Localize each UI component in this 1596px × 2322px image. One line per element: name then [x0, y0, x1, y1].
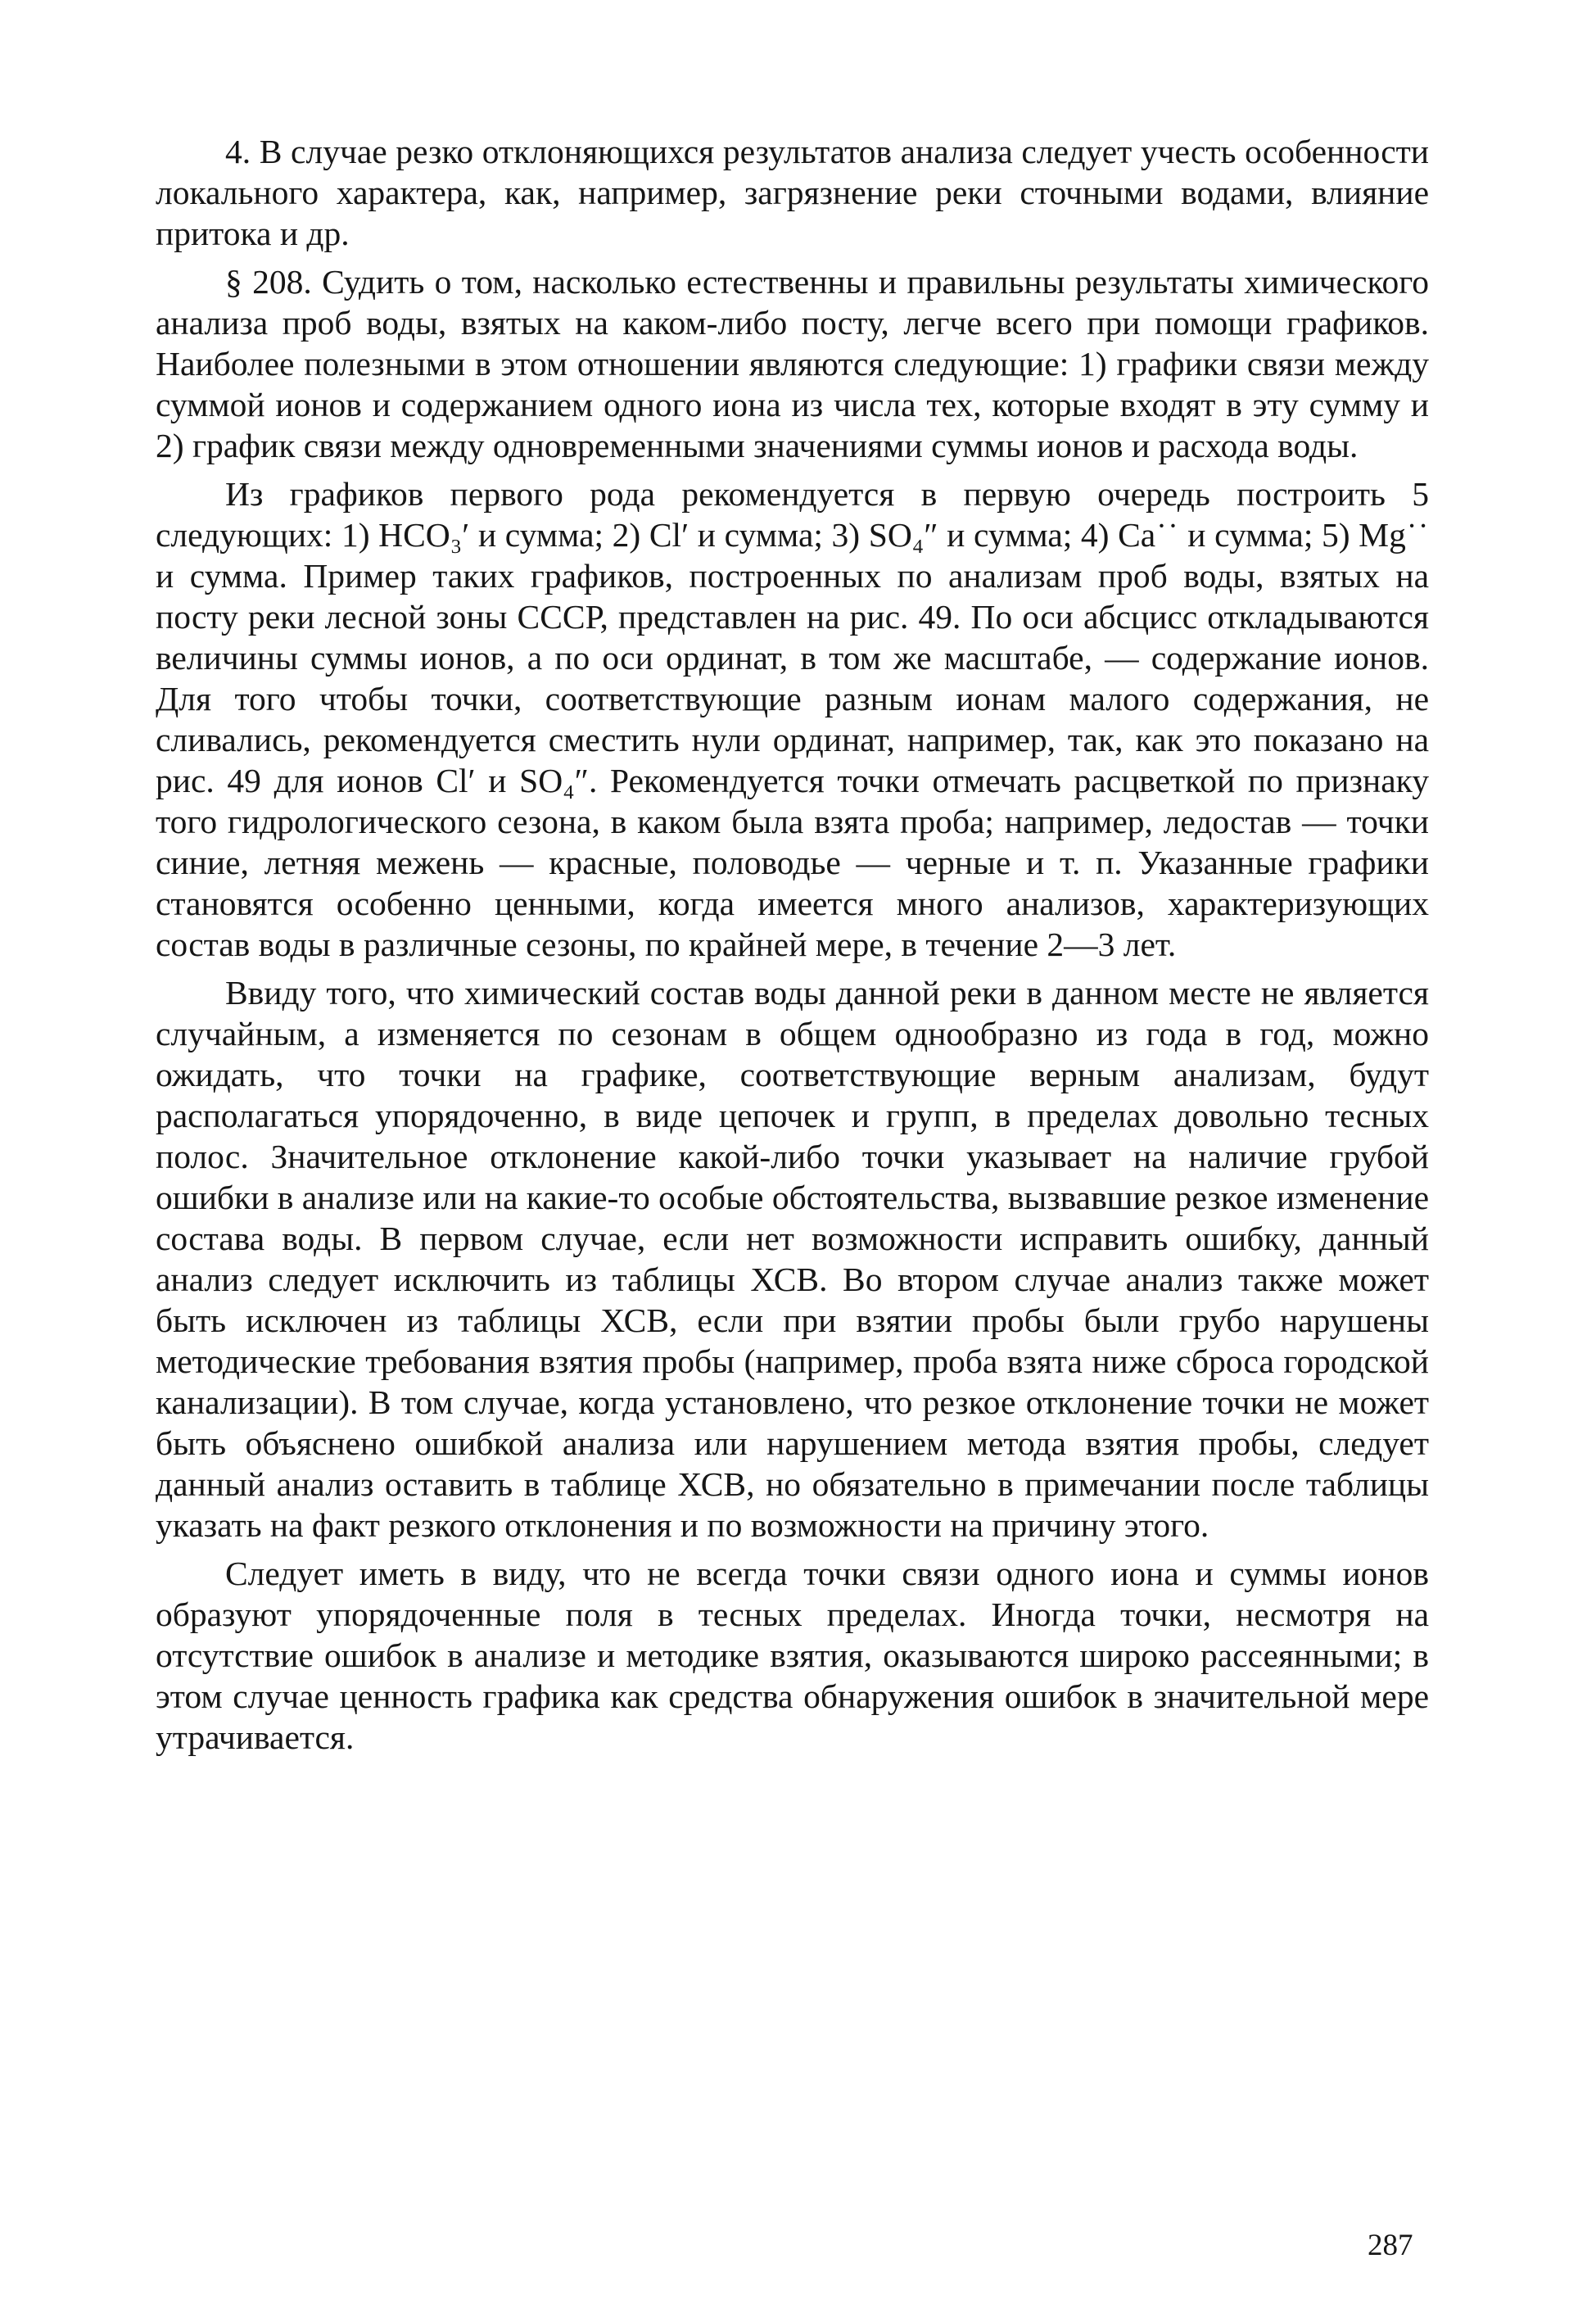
page-number: 287 [1368, 2229, 1413, 2262]
paragraph-section-208: § 208. Судить о том, насколько естественны и правильны результаты химического анализа проб воды, взятых на каком-либо посту, легче всего при помощи графиков. Наиболее полезными в этом отношении являются следующие: 1) графики связи между суммой ионов и содержанием одного иона из числа тех, которые входят в эту сумму и 2) график связи между одновременными значениями суммы ионов и расхода воды. [156, 263, 1429, 464]
paragraph-scattered-points: Следует иметь в виду, что не всегда точки связи одного иона и суммы ионов образуют упорядоченные поля в тесных пределах. Иногда точки, несмотря на отсутствие ошибок в анализе и методике взятия, оказываются широко рассеянными; в этом случае ценность графика как средства обнаружения ошибок в значительной мере утрачивается. [156, 1555, 1429, 1756]
paragraph-item-4: 4. В случае резко отклоняющихся результатов анализа следует учесть особенности локального характера, как, например, загрязнение реки сточными водами, влияние притока и др. [156, 133, 1429, 252]
page-body [156, 131, 1429, 1765]
paragraph-chemical-composition: Ввиду того, что химический состав воды данной реки в данном месте не является случайным, а изменяется по сезонам в общем однообразно из года в год, можно ожидать, что точки на графике, соответствующие верным анализам, будут располагаться упорядоченно, в виде цепочек и групп, в пределах довольно тесных полос. Значительное отклонение какой-либо точки указывает на наличие грубой ошибки в анализе или на какие-то особые обстоятельства, вызвавшие резкое изменение состава воды. В первом случае, если нет возможности исправить ошибку, данный анализ следует исключить из таблицы ХСВ. Во втором случае анализ также может быть исключен из таблицы ХСВ, если при взятии пробы были грубо нарушены методические требования взятия пробы (например, проба взята ниже сброса городской канализации). В том случае, когда установлено, что резкое отклонение точки не может быть объяснено ошибкой анализа или нарушением метода взятия пробы, следует данный анализ оставить в таблице ХСВ, но обязательно в примечании после таблицы указать на факт резкого отклонения и по возможности на причину этого. [156, 974, 1429, 1544]
paragraph-graphs-first-kind: Из графиков первого рода рекомендуется в первую очередь построить 5 следующих: 1) HCO₃′ и сумма; 2) Cl′ и сумма; 3) SO₄″ и сумма; 4) Ca˙˙ и сумма; 5) Mg˙˙ и сумма. Пример таких графиков, построенных по анализам проб воды, взятых на посту реки лесной зоны СССР, представлен на рис. 49. По оси абсцисс откладываются величины суммы ионов, а по оси ординат, в том же масштабе, — содержание ионов. Для того чтобы точки, соответствующие разным ионам малого содержания, не сливались, рекомендуется сместить нули ординат, например, так, как это показано на рис. 49 для ионов Cl′ и SO₄″. Рекомендуется точки отмечать расцветкой по признаку того гидрологического сезона, в каком была взята проба; например, ледостав — точки синие, летняя межень — красные, половодье — черные и т. п. Указанные графики становятся особенно ценными, когда имеется много анализов, характеризующих состав воды в различные сезоны, по крайней мере, в течение 2—3 лет. [156, 475, 1429, 963]
